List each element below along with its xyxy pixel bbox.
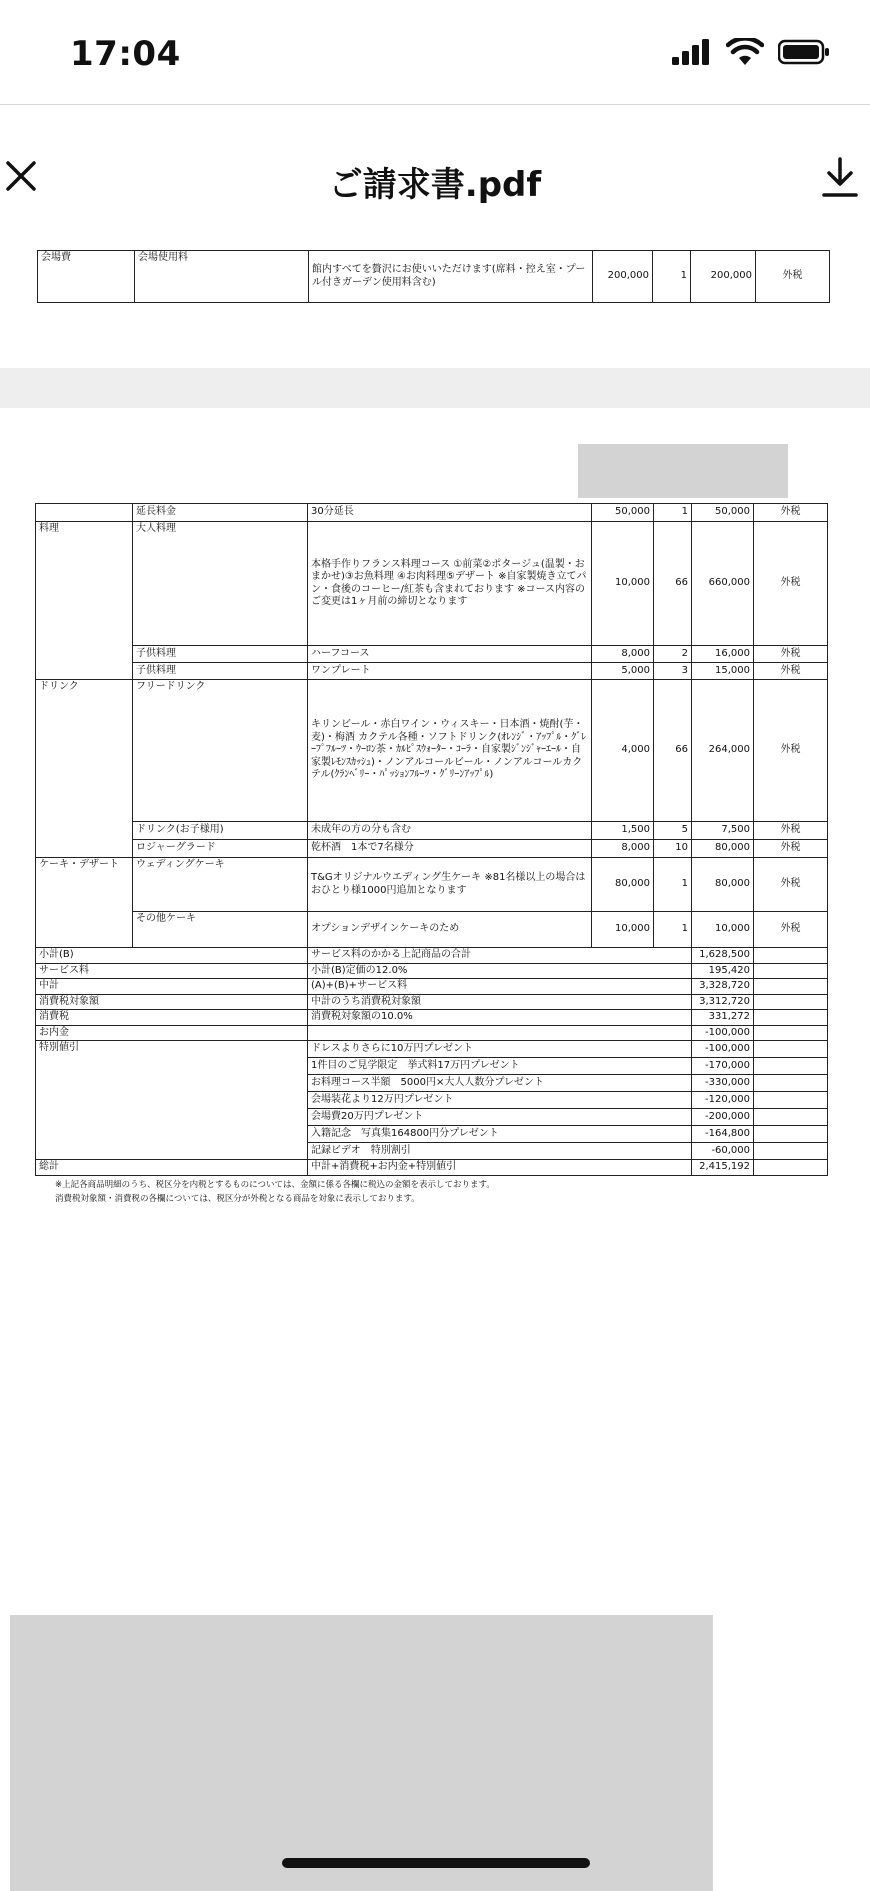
cell-category [36, 504, 133, 522]
cell-unit-price: 50,000 [592, 504, 654, 522]
cell-qty: 66 [654, 522, 692, 646]
summary-empty [754, 948, 828, 964]
total-row [36, 1160, 828, 1176]
summary-amount: 3,312,720 [692, 994, 754, 1010]
cell-description: 本格手作りフランス料理コース ①前菜②ポタージュ(温製・おまかせ)③お魚料理 ④お肉料理⑤デザート ※自家製焼き立てパン・食後のコーヒー/紅茶も含まれております ※コース内容のご変更は1ヶ月前の締切となります [308, 522, 592, 646]
cell-description: 未成年の方の分も含む [308, 822, 592, 840]
wifi-icon [726, 38, 764, 66]
summary-row [36, 948, 828, 964]
table-row [36, 504, 828, 522]
cell-unit-price: 10,000 [592, 912, 654, 948]
table-row [36, 680, 828, 822]
cell-item: ウェディングケーキ [133, 858, 308, 912]
cell-item: その他ケーキ [133, 912, 308, 948]
summary-description: 中計のうち消費税対象額 [308, 994, 692, 1010]
page-gap [0, 368, 870, 408]
discount-description: 1件目のご見学限定 挙式料17万円プレゼント [308, 1058, 692, 1075]
cell-unit-price: 8,000 [592, 840, 654, 858]
cell-unit-price: 4,000 [592, 680, 654, 822]
download-button[interactable] [820, 155, 860, 199]
cell-item: 子供料理 [133, 646, 308, 663]
cell-qty: 1 [654, 912, 692, 948]
cell-unit-price: 10,000 [592, 522, 654, 646]
cell-item: ロジャーグラード [133, 840, 308, 858]
discount-empty [754, 1109, 828, 1126]
discount-empty [754, 1092, 828, 1109]
home-indicator[interactable] [282, 1858, 590, 1868]
summary-row [36, 963, 828, 979]
table-row [36, 840, 828, 858]
discount-amount: -100,000 [692, 1041, 754, 1058]
cell-qty: 10 [654, 840, 692, 858]
cell-category: ドリンク [36, 680, 133, 858]
cell-unit-price: 8,000 [592, 646, 654, 663]
cell-description: キリンビール・赤白ワイン・ウィスキー・日本酒・焼酎(芋・麦)・梅酒 カクテル各種・ソフトドリンク(ｵﾚﾝｼﾞ・ｱｯﾌﾟﾙ・ｸﾞﾚｰﾌﾟﾌﾙｰﾂ・ｳｰﾛﾝ茶・ｶﾙﾋﾟｽｳｫｰﾀｰ・ｺｰﾗ・自家製ｼﾞﾝｼﾞｬｰｴｰﾙ・自家製ﾚﾓﾝｽｶｯｼｭ)・ノンアルコールビール・ノンアルコールカクテル(ｸﾗﾝﾍﾞﾘｰ・ﾊﾟｯｼｮﾝﾌﾙｰﾂ・ｸﾞﾘｰﾝｱｯﾌﾟﾙ) [308, 680, 592, 822]
cell-unit-price: 80,000 [592, 858, 654, 912]
summary-amount: -100,000 [692, 1025, 754, 1041]
battery-icon [778, 39, 830, 65]
signal-icon [672, 39, 712, 65]
summary-empty [754, 979, 828, 995]
cell-amount: 80,000 [692, 840, 754, 858]
page1-table [37, 250, 830, 303]
cell-qty: 1 [653, 251, 691, 303]
summary-label: 中計 [36, 979, 308, 995]
summary-empty [754, 963, 828, 979]
table-row [36, 822, 828, 840]
pdf-page-1 [0, 250, 870, 365]
discount-description: 入籍記念 写真集164800円分プレゼント [308, 1126, 692, 1143]
invoice-table [35, 503, 828, 1176]
cell-amount: 80,000 [692, 858, 754, 912]
cell-unit-price: 1,500 [592, 822, 654, 840]
cell-tax: 外税 [754, 912, 828, 948]
cell-amount: 16,000 [692, 646, 754, 663]
summary-empty [754, 1025, 828, 1041]
cell-amount: 7,500 [692, 822, 754, 840]
cell-qty: 66 [654, 680, 692, 822]
cell-category: ケーキ・デザート [36, 858, 133, 948]
table-row [36, 663, 828, 680]
summary-description: (A)+(B)+サービス料 [308, 979, 692, 995]
cell-unit-price: 5,000 [592, 663, 654, 680]
cell-description: ワンプレート [308, 663, 592, 680]
nav-bar [0, 104, 870, 251]
cell-description: T&Gオリジナルウエディング生ケーキ ※81名様以上の場合はおひとり様1000円追加となります [308, 858, 592, 912]
summary-description: 消費税対象額の10.0% [308, 1010, 692, 1026]
discount-empty [754, 1075, 828, 1092]
cell-tax: 外税 [754, 858, 828, 912]
cell-amount: 264,000 [692, 680, 754, 822]
summary-description: 小計(B)定価の12.0% [308, 963, 692, 979]
discount-empty [754, 1126, 828, 1143]
cell-qty: 3 [654, 663, 692, 680]
cell-tax: 外税 [756, 251, 830, 303]
summary-row [36, 979, 828, 995]
cell-category: 料理 [36, 522, 133, 680]
discount-amount: -164,800 [692, 1126, 754, 1143]
table-row [36, 522, 828, 646]
discount-amount: -120,000 [692, 1092, 754, 1109]
discount-amount: -330,000 [692, 1075, 754, 1092]
table-row [36, 912, 828, 948]
footnote-1: ※上記各商品明細のうち、税区分を内税とするものについては、金額に係る各欄に税込の金額を表示しております。 [55, 1180, 495, 1190]
redacted-block [578, 444, 788, 498]
footnote-2: 消費税対象額・消費税の各欄については、税区分が外税となる商品を対象に表示しております。 [55, 1194, 420, 1204]
discount-description: 会場費20万円プレゼント [308, 1109, 692, 1126]
status-icons [672, 38, 830, 66]
summary-row [36, 994, 828, 1010]
cell-tax: 外税 [754, 646, 828, 663]
cell-description: 館内すべてを贅沢にお使いいただけます(席料・控え室・プール付きガーデン使用料含む) [309, 251, 593, 303]
summary-amount: 195,420 [692, 963, 754, 979]
cell-tax: 外税 [754, 680, 828, 822]
cell-item: 延長料金 [133, 504, 308, 522]
discount-empty [754, 1058, 828, 1075]
cell-tax: 外税 [754, 522, 828, 646]
total-amount: 2,415,192 [692, 1160, 754, 1176]
document-title: ご請求書.pdf [328, 165, 542, 205]
summary-empty [754, 994, 828, 1010]
cell-unit-price: 200,000 [593, 251, 653, 303]
summary-description: サービス料のかかる上記商品の合計 [308, 948, 692, 964]
table-row [36, 858, 828, 912]
redacted-overlay [10, 1615, 713, 1891]
cell-qty: 5 [654, 822, 692, 840]
cell-description: ハーフコース [308, 646, 592, 663]
cell-tax: 外税 [754, 822, 828, 840]
cell-tax: 外税 [754, 504, 828, 522]
cell-description: 乾杯酒 1本で7名様分 [308, 840, 592, 858]
total-empty [754, 1160, 828, 1176]
discount-empty [754, 1143, 828, 1160]
cell-description: オプションデザインケーキのため [308, 912, 592, 948]
download-icon[interactable] [820, 155, 860, 199]
cell-amount: 10,000 [692, 912, 754, 948]
cell-amount: 200,000 [691, 251, 756, 303]
discount-description: 会場装花より12万円プレゼント [308, 1092, 692, 1109]
cell-description: 30分延長 [308, 504, 592, 522]
summary-row [36, 1025, 828, 1041]
summary-amount: 3,328,720 [692, 979, 754, 995]
discount-row [36, 1041, 828, 1058]
summary-amount: 1,628,500 [692, 948, 754, 964]
pdf-viewer[interactable] [0, 250, 870, 1883]
cell-tax: 外税 [754, 663, 828, 680]
summary-label: 消費税 [36, 1010, 308, 1026]
discount-empty [754, 1041, 828, 1058]
summary-label: 小計(B) [36, 948, 308, 964]
summary-label: お内金 [36, 1025, 308, 1041]
cell-qty: 1 [654, 504, 692, 522]
status-time: 17:04 [70, 34, 181, 74]
summary-amount: 331,272 [692, 1010, 754, 1026]
discount-label: 特別値引 [36, 1041, 308, 1160]
discount-amount: -60,000 [692, 1143, 754, 1160]
total-label: 総計 [36, 1160, 308, 1176]
cell-item: 子供料理 [133, 663, 308, 680]
cell-qty: 1 [654, 858, 692, 912]
summary-label: サービス料 [36, 963, 308, 979]
table-row [36, 646, 828, 663]
discount-amount: -200,000 [692, 1109, 754, 1126]
total-description: 中計+消費税+お内金+特別値引 [308, 1160, 692, 1176]
discount-amount: -170,000 [692, 1058, 754, 1075]
discount-description: お料理コース半額 5000円×大人人数分プレゼント [308, 1075, 692, 1092]
summary-row [36, 1010, 828, 1026]
cell-amount: 15,000 [692, 663, 754, 680]
discount-description: 記録ビデオ 特別割引 [308, 1143, 692, 1160]
cell-item: ドリンク(お子様用) [133, 822, 308, 840]
cell-item: フリードリンク [133, 680, 308, 822]
cell-item: 会場使用料 [135, 251, 309, 303]
status-bar [0, 0, 870, 104]
cell-category: 会場費 [38, 251, 135, 303]
cell-qty: 2 [654, 646, 692, 663]
cell-item: 大人料理 [133, 522, 308, 646]
discount-description: ドレスよりさらに10万円プレゼント [308, 1041, 692, 1058]
summary-label: 消費税対象額 [36, 994, 308, 1010]
cell-amount: 50,000 [692, 504, 754, 522]
cell-amount: 660,000 [692, 522, 754, 646]
summary-empty [754, 1010, 828, 1026]
table-row [38, 251, 830, 303]
summary-description [308, 1025, 692, 1041]
cell-tax: 外税 [754, 840, 828, 858]
